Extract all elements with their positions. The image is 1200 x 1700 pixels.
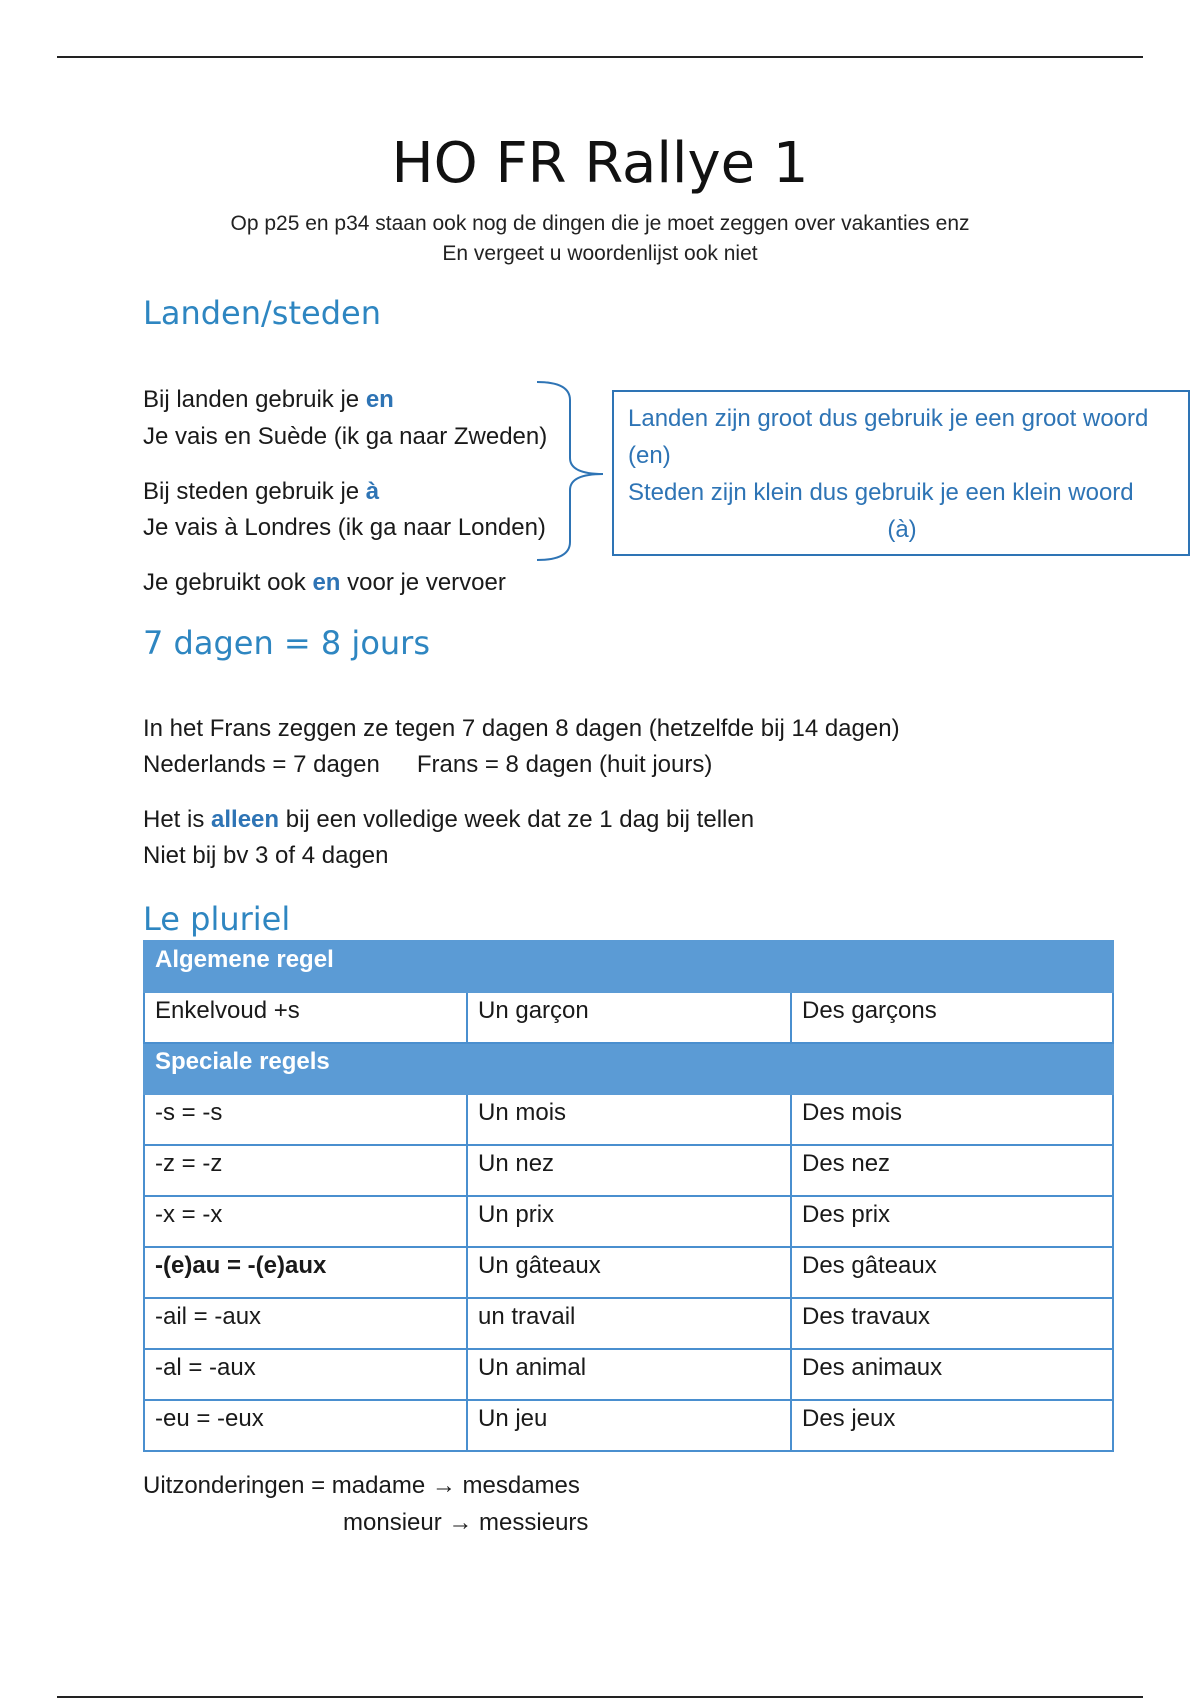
singular-cell: Un garçon: [467, 992, 791, 1043]
rule-cell: Enkelvoud +s: [144, 992, 467, 1043]
table-row: [144, 1400, 1113, 1451]
countries-example: Je vais en Suède (ik ga naar Zweden): [143, 423, 548, 450]
plural-cell: Des travaux: [791, 1298, 1113, 1349]
exceptions-line-1: Uitzonderingen = madame → mesdames: [143, 1472, 580, 1499]
plural-cell: Des mois: [791, 1094, 1113, 1145]
days-explanation: In het Frans zeggen ze tegen 7 dagen 8 dagen (hetzelfde bij 14 dagen): [143, 715, 900, 742]
note-line-1: Landen zijn groot dus gebruik je een groot woord (en): [628, 405, 1149, 469]
table-header-general: [144, 941, 1113, 992]
rule-cell: -ail = -aux: [144, 1298, 467, 1349]
subtitle-line-2: En vergeet u woordenlijst ook niet: [442, 242, 758, 265]
singular-cell: un travail: [467, 1298, 791, 1349]
table-row: [144, 992, 1113, 1043]
plural-cell: Des nez: [791, 1145, 1113, 1196]
cities-rule: [143, 478, 379, 507]
transport-rule: [143, 569, 506, 598]
plural-cell: Des jeux: [791, 1400, 1113, 1451]
note-line-3: (à): [887, 516, 917, 543]
plural-cell: Des gâteaux: [791, 1247, 1113, 1298]
days-full-week: [143, 806, 754, 835]
days-full-week-post: bij een volledige week dat ze 1 dag bij tellen: [279, 806, 755, 833]
table-row: [144, 1349, 1113, 1400]
countries-rule: [143, 386, 394, 415]
days-not-short: Niet bij bv 3 of 4 dagen: [143, 842, 389, 869]
table-header-special: [144, 1043, 1113, 1094]
days-full-week-keyword: alleen: [211, 806, 280, 833]
cities-rule-text: Bij steden gebruik je: [143, 478, 366, 505]
plural-table: [143, 940, 1114, 1452]
note-box: [612, 390, 1190, 556]
singular-cell: Un animal: [467, 1349, 791, 1400]
table-row: [144, 1145, 1113, 1196]
rule-cell: -(e)au = -(e)aux: [144, 1247, 467, 1298]
countries-rule-text: Bij landen gebruik je: [143, 386, 366, 413]
special-rules-header: Speciale regels: [144, 1043, 1113, 1094]
singular-cell: Un jeu: [467, 1400, 791, 1451]
cities-rule-keyword: à: [365, 478, 380, 505]
plural-cell: Des animaux: [791, 1349, 1113, 1400]
table-row: [144, 1094, 1113, 1145]
rule-cell: -al = -aux: [144, 1349, 467, 1400]
subtitle-line-1: Op p25 en p34 staan ook nog de dingen die je moet zeggen over vakanties enz: [230, 212, 970, 235]
heading-dagen-jours: 7 dagen = 8 jours: [143, 624, 430, 662]
transport-rule-post: voor je vervoer: [340, 569, 506, 596]
singular-cell: Un nez: [467, 1145, 791, 1196]
days-full-week-pre: Het is: [143, 806, 212, 833]
page-title: HO FR Rallye 1: [391, 131, 809, 196]
rule-cell: -x = -x: [144, 1196, 467, 1247]
heading-landen-steden: Landen/steden: [143, 294, 381, 332]
singular-cell: Un gâteaux: [467, 1247, 791, 1298]
days-comparison-fr: Frans = 8 dagen (huit jours): [416, 751, 713, 778]
days-comparison: [143, 751, 712, 780]
rule-cell: -z = -z: [144, 1145, 467, 1196]
general-rule-header: Algemene regel: [144, 941, 1113, 992]
heading-le-pluriel: Le pluriel: [143, 900, 291, 938]
table-row: [144, 1196, 1113, 1247]
transport-rule-keyword: en: [312, 569, 341, 596]
rule-cell: -s = -s: [144, 1094, 467, 1145]
exceptions-line-2: monsieur → messieurs: [343, 1509, 589, 1536]
days-comparison-nl: Nederlands = 7 dagen: [143, 751, 380, 778]
header-rule: [57, 56, 1143, 58]
singular-cell: Un prix: [467, 1196, 791, 1247]
table-row: [144, 1298, 1113, 1349]
note-line-2: Steden zijn klein dus gebruik je een klein woord: [628, 479, 1134, 506]
plural-cell: Des garçons: [791, 992, 1113, 1043]
countries-rule-keyword: en: [365, 386, 394, 413]
transport-rule-pre: Je gebruikt ook: [143, 569, 313, 596]
rule-cell: -eu = -eux: [144, 1400, 467, 1451]
curly-brace-icon: [535, 380, 605, 562]
plural-cell: Des prix: [791, 1196, 1113, 1247]
table-row: [144, 1247, 1113, 1298]
footer-rule: [57, 1696, 1143, 1698]
singular-cell: Un mois: [467, 1094, 791, 1145]
cities-example: Je vais à Londres (ik ga naar Londen): [143, 514, 546, 541]
